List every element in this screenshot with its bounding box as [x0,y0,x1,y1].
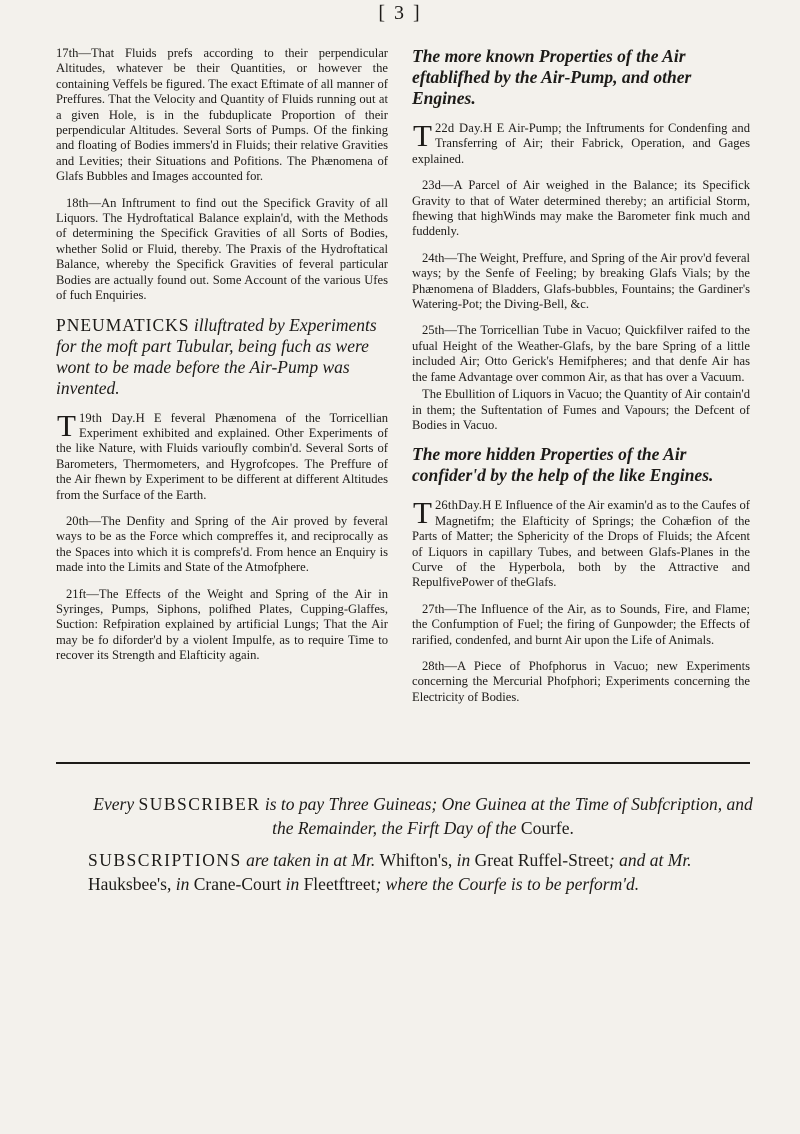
paragraph-body: H E Air-Pump; the Inftruments for Condenfing and Transferring of Air; their Fabrick, Operation, and Gages explained. [412,121,750,166]
notice-text: in [171,874,194,894]
notice-whiston: Whifton's, [379,850,453,870]
paragraph-23d: 23d—A Parcel of Air weighed in the Balance; its Specifick Gravity to that of Water determined thereby; an artificial Storm, fhewing that highWinds may make the Barometer fink much and fuddenly. [412,178,750,239]
paragraph-body: H E feveral Phænomena of the Torricellian Experiment exhibited and explained. Other Experiments of the like Nature, with Fluids varioufly combin'd. Several Sorts of Barometers, Thermometers, and Hygrofcopes. The Preffure of the Air fhewn by Experiment to be different at different Altitudes from the Surface of the Earth. [56,410,388,502]
paragraph-28th: 28th—A Piece of Phofphorus in Vacuo; new Experiments concerning the Mercurial Phofphori; Experiments concerning the Electricity of Bodies. [412,658,750,704]
section-heading-known-properties: The more known Properties of the Air eftablifhed by the Air-Pump, and other Engines. [412,46,692,108]
paragraph-25th: 25th—The Torricellian Tube in Vacuo; Quickfilver raifed to the ufual Height of the Weather-Glafs, by the bare Spring of a little included Air; Otto Gerick's Hemifpheres; and that denfe Air has the fame Advantage over common Air, as that has over a Vacuum. [412,323,750,384]
paragraph-27th: 27th—The Influence of the Air, as to Sounds, Fire, and Flame; the Confumption of Fuel; the firing of Gunpowder; the Effects of rarified, condenfed, and burnt Air upon the Life of Animals. [412,601,750,647]
notice-street: Great Ruffel-Street [474,850,609,870]
paragraph-26th [412,495,750,590]
notice-text: is to pay Three Guineas; One Guinea at the Time of Subfcription, and the Remainder, the Firft Day of the [260,794,753,838]
page-number: [ 3 ] [378,2,422,24]
notice-hauksbee: Hauksbee's, [88,874,172,894]
notice-text: in [452,850,475,870]
drop-cap: T [413,495,432,531]
notice-court: Crane-Court [193,874,282,894]
notice-subscriber: SUBSCRIBER [138,794,261,814]
left-column [56,46,388,675]
paragraph-20th: 20th—The Denfity and Spring of the Air proved by feveral ways to be as the Force which compreffes it, and reciprocally as the Spaces into which it is comprefs'd. From hence an Enquiry is made into the Limits and State of the Atmofphere. [56,513,388,575]
paragraph-body: H E Influence of the Air examin'd as to the Caufes of Magnetifm; the Elafticity of Springs; the Cohæfion of the Parts of Matter; the Sphericity of the Drops of Fluids; the Afcent of Liquors in capillary Tubes, and between Glafs-Planes in the Curve of the Hyperbola, both by the Attractive and RepulfivePower of theGlafs. [412,498,750,590]
paragraph-18th: 18th—An Inftrument to find out the Specifick Gravity of all Liquors. The Hydroftatical Balance explain'd, with the Methods of determining the Specifick Gravities of all Sorts of Bodies, whether Solid or Fluid, thereby. The Praxis of the Hydroftatical Balance, whereby the Specifick Gravities of feveral particular Bodies are actually found out. Some Account of the various Ufes of fuch Enquiries. [56,195,388,303]
notice-text: in [281,874,304,894]
right-column [412,46,750,716]
paragraph-21st: 21ft—The Effects of the Weight and Spring of the Air in Syringes, Pumps, Siphons, polifhed Plates, Cupping-Glaffes, Suction: Refpiration explained by artificial Lungs; That the Air may be fo diforder'd by a violent Impulfe, as to require Time to recover its Strength and Elafticity again. [56,586,388,663]
paragraph-22d [412,118,750,167]
divider-rule [56,762,750,764]
notice-text: Every [93,794,139,814]
drop-cap: T [413,118,432,153]
subscriptions-notice [88,848,758,896]
paragraph-25th-continued: The Ebullition of Liquors in Vacuo; the Quantity of Air contain'd in them; the Suftentation of Fumes and Vapours; the Defcent of Bodies in Vacuo. [412,387,750,432]
notice-text: ; where the Courfe is to be perform'd. [375,874,640,894]
subscriber-notice [88,792,758,840]
section-heading-pneumaticks [56,315,388,399]
day-heading: 22d Day. [434,121,484,135]
day-heading: 26thDay. [434,498,483,513]
day-heading: 19th Day. [78,410,136,425]
paragraph-19th [56,407,388,503]
notice-subscriptions: SUBSCRIPTIONS [88,850,242,870]
section-heading-rest: illuftrated by Experiments for the moft part Tubular, being fuch as were wont to be made before the Air-Pump was invented. [56,314,377,398]
notice-course: Courfe. [520,818,574,838]
section-heading-caps: PNEUMATICKS [56,314,190,335]
paragraph-24th: 24th—The Weight, Preffure, and Spring of the Air prov'd feveral ways; by the Senfe of Feeling; by breaking Glafs Vials; by the Phænomena of Bladders, Glafs-bubbles, Fountains; the Gardiner's Watering-Pot; the Diving-Bell, &c. [412,250,750,312]
drop-cap: T [57,407,76,443]
notice-fleetstreet: Fleetftreet [303,874,376,894]
notice-text: are taken in at Mr. [241,850,380,870]
section-heading-hidden-properties: The more hidden Properties of the Air confider'd by the help of the like Engines. [412,444,714,486]
paragraph-17th: 17th—That Fluids prefs according to their perpendicular Altitudes, whatever be their Quantities, or however the containing Veffels be figured. The exact Eftimate of all manner of Preffures. That the Velocity and Quantity of Fluids running out at a given Hole, is in the fubduplicate Proportion of their perpendicular Altitudes. Several Sorts of Pumps. Of the finking and floating of Bodies immers'd in Fluids; their relative Gravities and Levities; their Situations and Pofitions. The Phænomena of Glafs Bubbles and Images accounted for. [56,46,388,184]
notice-text: ; and at Mr. [608,850,692,870]
